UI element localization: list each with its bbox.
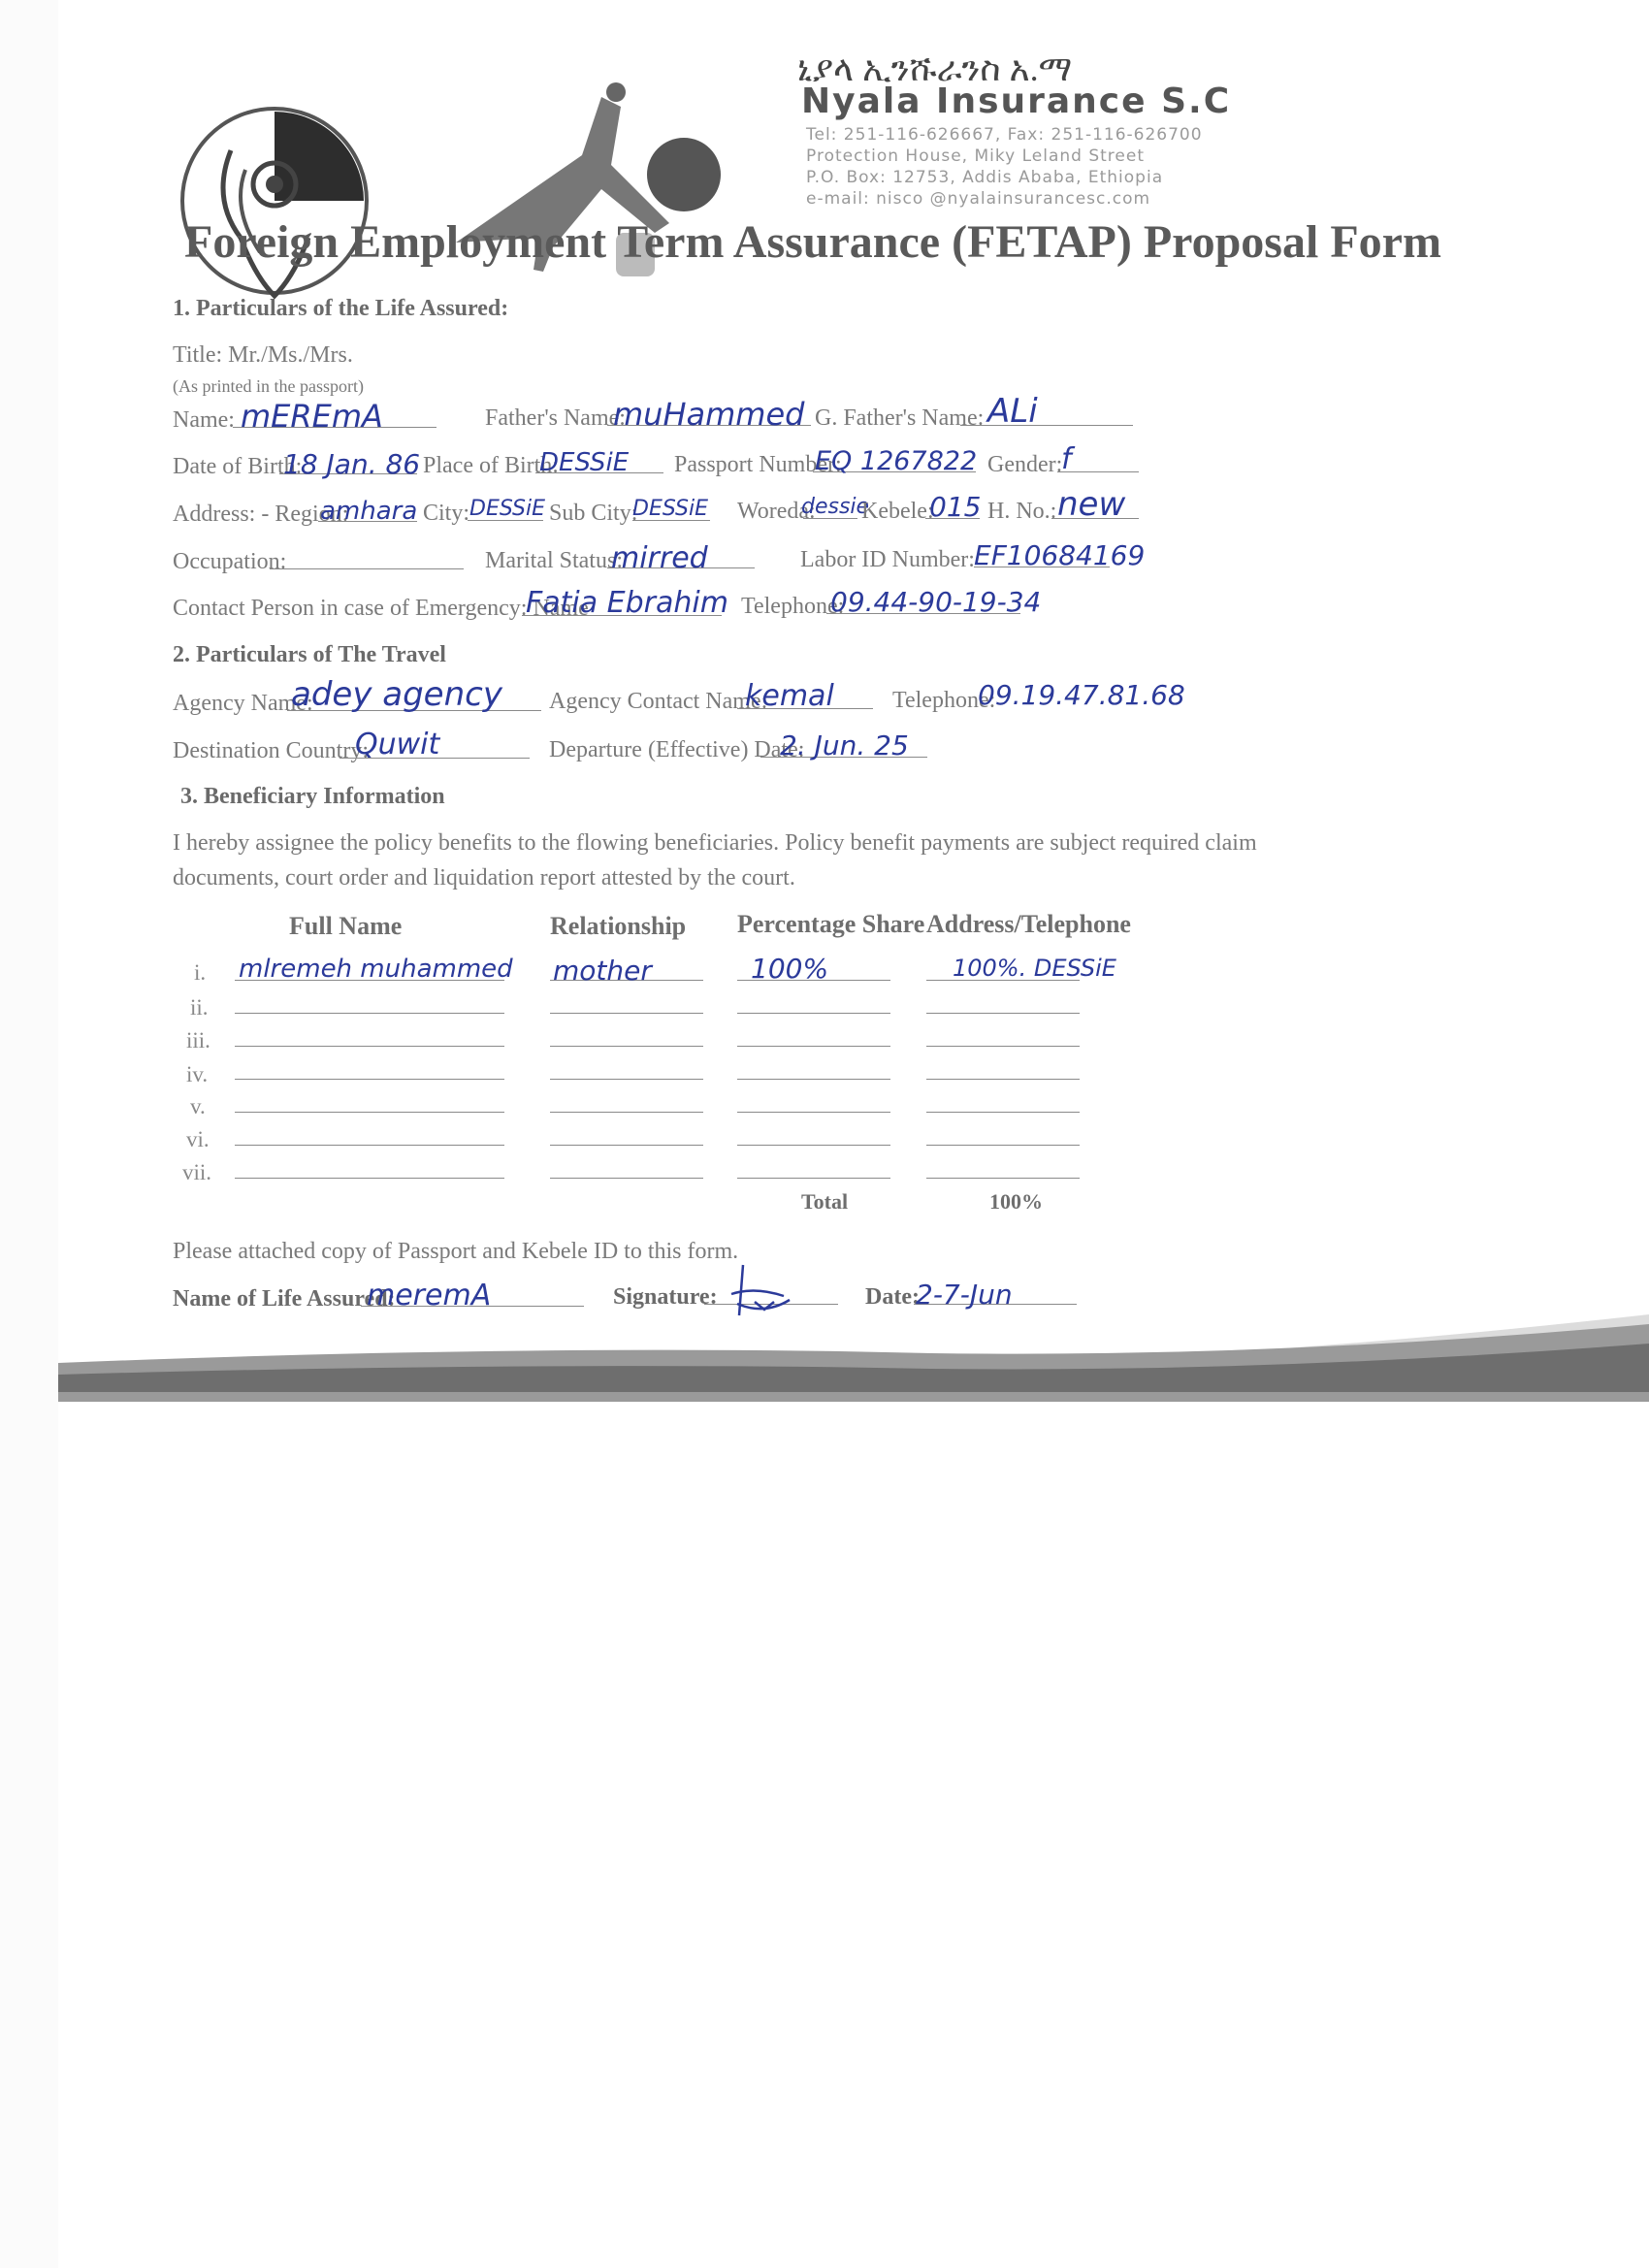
col-relationship: Relationship — [550, 912, 687, 940]
labor-id-value[interactable]: EF10684169 — [974, 539, 1146, 571]
dob-label: Date of Birth: — [173, 454, 303, 479]
fullname-line — [235, 1046, 504, 1047]
address-line — [926, 1145, 1080, 1146]
address-line — [926, 1079, 1080, 1080]
attach-note: Please attached copy of Passport and Kebele ID to this form. — [173, 1239, 739, 1264]
row-number: iv. — [186, 1062, 209, 1086]
title-label: Title: Mr./Ms./Mrs. — [173, 342, 353, 368]
marital-status-label: Marital Status: — [485, 548, 623, 573]
agency-telephone-value[interactable]: 09.19.47.81.68 — [978, 679, 1185, 711]
company-address-line2: P.O. Box: 12753, Addis Ababa, Ethiopia — [806, 168, 1164, 187]
beneficiary-statement-line2: documents, court order and liquidation report attested by the court. — [173, 865, 795, 891]
row-number: ii. — [190, 995, 209, 1020]
beneficiary-statement-line1: I hereby assignee the policy benefits to the flowing beneficiaries. Policy benefit payments are subject required claim — [173, 830, 1257, 856]
address-line — [926, 1178, 1080, 1179]
father-name-label: Father's Name: — [485, 405, 626, 431]
section2-heading: 2. Particulars of The Travel — [173, 642, 446, 667]
beneficiary-relationship-value[interactable]: mother — [553, 955, 652, 987]
col-percentage-share: Percentage Share — [737, 910, 925, 938]
woreda-label: Woreda: — [737, 499, 816, 524]
address-line — [926, 1046, 1080, 1047]
subcity-label: Sub City: — [549, 501, 638, 526]
share-line — [737, 1145, 890, 1146]
beneficiary-address-value[interactable]: 100%. DESSiE — [953, 955, 1116, 982]
woreda-value[interactable]: dessie — [801, 495, 870, 519]
fullname-line — [235, 1145, 504, 1146]
row-number: i. — [194, 960, 207, 985]
gfather-name-field-line — [960, 425, 1133, 426]
beneficiary-share-value[interactable]: 100% — [751, 953, 829, 985]
house-number-value[interactable]: new — [1057, 485, 1126, 524]
fullname-line — [235, 1079, 504, 1080]
agency-contact-label: Agency Contact Name: — [549, 689, 768, 714]
row-number: iii. — [186, 1028, 210, 1053]
fullname-line — [235, 1178, 504, 1179]
subcity-value[interactable]: DESSiE — [632, 497, 708, 521]
signature-label: Signature: — [613, 1284, 718, 1310]
fullname-line — [235, 1013, 504, 1014]
share-line — [737, 1079, 890, 1080]
emergency-telephone-label: Telephone: — [741, 594, 845, 619]
pob-label: Place of Birth: — [423, 453, 559, 478]
share-line — [737, 1046, 890, 1047]
agency-contact-value[interactable]: kemal — [745, 679, 834, 713]
destination-country-value[interactable]: Quwit — [355, 728, 440, 761]
name-label: Name: — [173, 407, 235, 433]
relationship-line — [550, 1178, 703, 1179]
departure-date-label: Departure (Effective) Date: — [549, 737, 805, 762]
agency-name-label: Agency Name: — [173, 691, 313, 716]
emergency-contact-label: Contact Person in case of Emergency: Name — [173, 596, 589, 621]
gfather-name-value[interactable]: ALi — [987, 392, 1038, 431]
gender-label: Gender: — [987, 452, 1063, 477]
relationship-line — [550, 1079, 703, 1080]
date-label: Date: — [865, 1284, 920, 1310]
gfather-name-label: G. Father's Name: — [815, 405, 985, 431]
beneficiary-name-value[interactable]: mlremeh muhammed — [239, 955, 513, 984]
company-name: Nyala Insurance S.C — [801, 81, 1232, 121]
passport-note: (As printed in the passport) — [173, 376, 364, 396]
pob-value[interactable]: DESSiE — [539, 448, 630, 477]
col-address-telephone: Address/Telephone — [926, 910, 1131, 938]
fullname-line — [235, 1112, 504, 1113]
total-label: Total — [801, 1189, 849, 1214]
form-page — [58, 0, 1649, 2268]
house-number-label: H. No.: — [987, 499, 1057, 524]
life-assured-name-label: Name of Life Assured: — [173, 1286, 396, 1312]
company-address-line1: Protection House, Miky Leland Street — [806, 146, 1145, 166]
section1-heading: 1. Particulars of the Life Assured: — [173, 296, 509, 321]
section3-heading: 3. Beneficiary Information — [180, 784, 445, 809]
address-line — [926, 1013, 1080, 1014]
city-label: City: — [423, 501, 470, 526]
row-number: v. — [190, 1094, 206, 1118]
marital-status-value[interactable]: mirred — [611, 541, 708, 575]
destination-country-label: Destination Country: — [173, 738, 369, 763]
city-value[interactable]: DESSiE — [469, 497, 545, 521]
share-line — [737, 1112, 890, 1113]
share-line — [737, 1013, 890, 1014]
footer-wave-band — [58, 1314, 1649, 1450]
life-assured-name-value[interactable]: meremA — [367, 1279, 492, 1312]
address-line — [926, 1112, 1080, 1113]
occupation-field-line — [270, 568, 464, 569]
relationship-line — [550, 1145, 703, 1146]
share-line — [737, 1178, 890, 1179]
region-label: Address: - Region: — [173, 502, 349, 527]
father-name-value[interactable]: muHammed — [613, 396, 805, 433]
region-value[interactable]: amhara — [320, 497, 418, 526]
passport-number-label: Passport Number: — [674, 452, 842, 477]
row-number: vi. — [186, 1127, 210, 1151]
company-tel: Tel: 251-116-626667, Fax: 251-116-626700 — [806, 125, 1203, 145]
emergency-telephone-value[interactable]: 09.44-90-19-34 — [830, 586, 1042, 618]
gender-value[interactable]: f — [1061, 442, 1072, 476]
dob-value[interactable]: 18 Jan. 86 — [283, 448, 421, 480]
row-number: vii. — [182, 1160, 212, 1184]
globe-icon — [640, 131, 728, 218]
relationship-line — [550, 1046, 703, 1047]
kebele-value[interactable]: 015 — [929, 491, 982, 523]
form-title: Foreign Employment Term Assurance (FETAP) Proposal Form — [184, 216, 1441, 268]
nyala-logo-icon — [173, 92, 376, 315]
departure-date-value[interactable]: 2. Jun. 25 — [780, 729, 909, 761]
emergency-name-value[interactable]: Fatia Ebrahim — [526, 586, 728, 620]
company-email: e-mail: nisco @nyalainsurancesc.com — [806, 189, 1151, 209]
passport-number-value[interactable]: EQ 1267822 — [815, 446, 978, 476]
relationship-line — [550, 1112, 703, 1113]
company-amharic-name: ኒያላ ኢንሹራንስ አ.ማ — [797, 49, 1073, 88]
date-value[interactable]: 2-7-Jun — [916, 1279, 1013, 1311]
labor-id-label: Labor ID Number: — [800, 547, 975, 572]
occupation-label: Occupation: — [173, 549, 287, 574]
agency-telephone-label: Telephone: — [892, 688, 996, 713]
kebele-label: Kebele: — [861, 499, 934, 524]
relationship-line — [550, 1013, 703, 1014]
name-value[interactable]: mEREmA — [241, 398, 383, 435]
agency-name-value[interactable]: adey agency — [291, 675, 502, 714]
col-full-name: Full Name — [289, 912, 403, 940]
total-value: 100% — [989, 1189, 1043, 1214]
